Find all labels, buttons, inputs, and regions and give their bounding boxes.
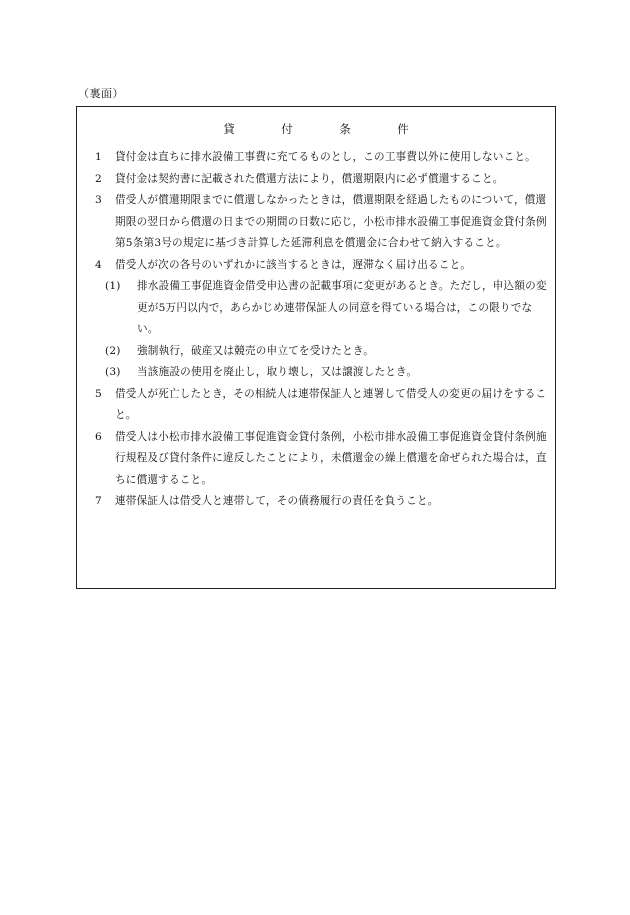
condition-subitem-1 [91, 276, 547, 341]
item-number: 5 [95, 387, 102, 400]
title-char: 貸 [223, 122, 235, 136]
loan-conditions-box [76, 106, 556, 589]
item-text: 借受人が死亡したとき，その相続人は連帯保証人と連署して借受人の変更の届けをすること。 [115, 387, 547, 421]
condition-item-1 [91, 147, 547, 169]
title-char: 条 [339, 122, 351, 136]
item-number: 2 [95, 172, 102, 185]
item-number: 6 [95, 430, 102, 443]
condition-subitem-2 [91, 341, 547, 363]
item-number: 7 [95, 495, 102, 507]
condition-item-5 [91, 384, 547, 427]
item-text: 借受人は小松市排水設備工事促進資金貸付条例，小松市排水設備工事促進資金貸付条例施行規程及び貸付条件に違反したことにより，未償還金の繰上償還を命ぜられた場合は，直ちに償還すること。 [115, 430, 547, 486]
item-number: 4 [95, 258, 102, 271]
conditions-list [91, 147, 547, 513]
item-number: 3 [95, 194, 102, 206]
subitem-number: (1) [105, 280, 121, 292]
subitem-text: 排水設備工事促進資金借受申込書の記載事項に変更があるとき。ただし，申込額の変更が5万円以内で，あらかじめ連帯保証人の同意を得ている場合は，この限りでない。 [137, 280, 547, 335]
item-text: 借受人が次の各号のいずれかに該当するときは，遅滞なく届け出ること。 [115, 258, 472, 271]
item-text: 貸付金は契約書に記載された償還方法により，償還期限内に必ず償還すること。 [115, 172, 504, 185]
item-number: 1 [95, 151, 102, 163]
subitem-number: (2) [105, 344, 121, 357]
condition-item-3 [91, 190, 547, 255]
condition-subitem-3 [91, 362, 547, 384]
condition-item-6 [91, 427, 547, 492]
condition-item-4 [91, 255, 547, 277]
subitem-number: (3) [105, 366, 121, 378]
item-text: 連帯保証人は借受人と連帯して，その債務履行の責任を負うこと。 [115, 495, 439, 507]
title-char: 件 [397, 122, 409, 136]
section-title [77, 121, 555, 137]
subitem-text: 強制執行，破産又は競売の申立てを受けたとき。 [137, 344, 375, 357]
item-text: 貸付金は直ちに排水設備工事費に充てるものとし，この工事費以外に使用しないこと。 [115, 151, 536, 163]
item-text: 借受人が償還期限までに償還しなかったときは，償還期限を経過したものについて，償還期限の翌日から償還の日までの期間の日数に応じ，小松市排水設備工事促進資金貸付条例第5条第3号の規定に基づき計算した延滞利息を償還金に合わせて納入すること。 [115, 194, 547, 249]
subitem-text: 当該施設の使用を廃止し，取り壊し，又は譲渡したとき。 [137, 366, 418, 378]
condition-item-7 [91, 491, 547, 513]
condition-item-2 [91, 169, 547, 191]
page-side-label: （裏面） [78, 87, 124, 100]
title-char: 付 [281, 122, 293, 136]
